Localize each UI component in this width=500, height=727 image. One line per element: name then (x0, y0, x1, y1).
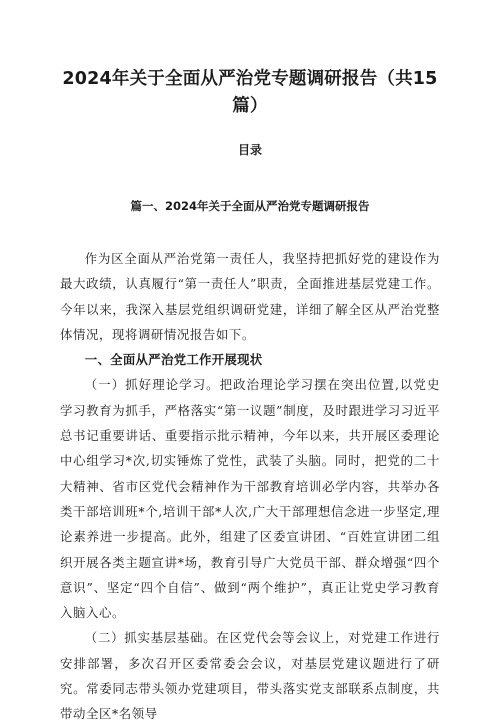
paragraph-theory-study: （一）抓好理论学习。把政治理论学习摆在突出位置,以党史学习教育为抓手，严格落实“第一议题”制度，及时跟进学习习近平总书记重要讲话、重要指示批示精神，今年以来，共开展区委理论中心组学习*次,切实锤炼了党性，武装了头脑。同时，把党的二十大精神、省市区党代会精神作为干部教育培训必学内容，共举办各类干部培训班*个,培训干部*人次,广大干部理想信念进一步坚定,理论素养进一步提高。此外，组建了区委宣讲团、“百姓宣讲团二组织开展各类主题宣讲*场，教育引导广大党员干部、群众增强“四个意识”、坚定“四个自信”、做到“两个维护”，真正让党史学习教育入脑入心。 (60, 377, 440, 621)
body-text (60, 246, 440, 727)
toc-heading: 目录 (237, 143, 262, 157)
section-heading: 一、全面从严治党工作开展现状 (84, 352, 263, 368)
intro-paragraph: 作为区全面从严治党第一责任人，我坚持把抓好党的建设作为最大政绩，认真履行“第一责任人”职责，全面推进基层党建工作。今年以来，我深入基层党组织调研党建，详细了解全区从严治党整体情况，现将调研情况报告如下。 (60, 251, 440, 342)
document-title: 2024年关于全面从严治党专题调研报告（共15篇） (62, 69, 438, 116)
paragraph-grassroots: （二）抓实基层基础。在区党代会等会议上，对党建工作进行安排部署，多次召开区委常委会会议，对基层党建议题进行了研究。常委同志带头领办党建项目，带头落实党支部联系点制度，共带动全区*名领导 (60, 630, 440, 722)
section-title: 篇一、2024年关于全面从严治党专题调研报告 (130, 199, 370, 213)
